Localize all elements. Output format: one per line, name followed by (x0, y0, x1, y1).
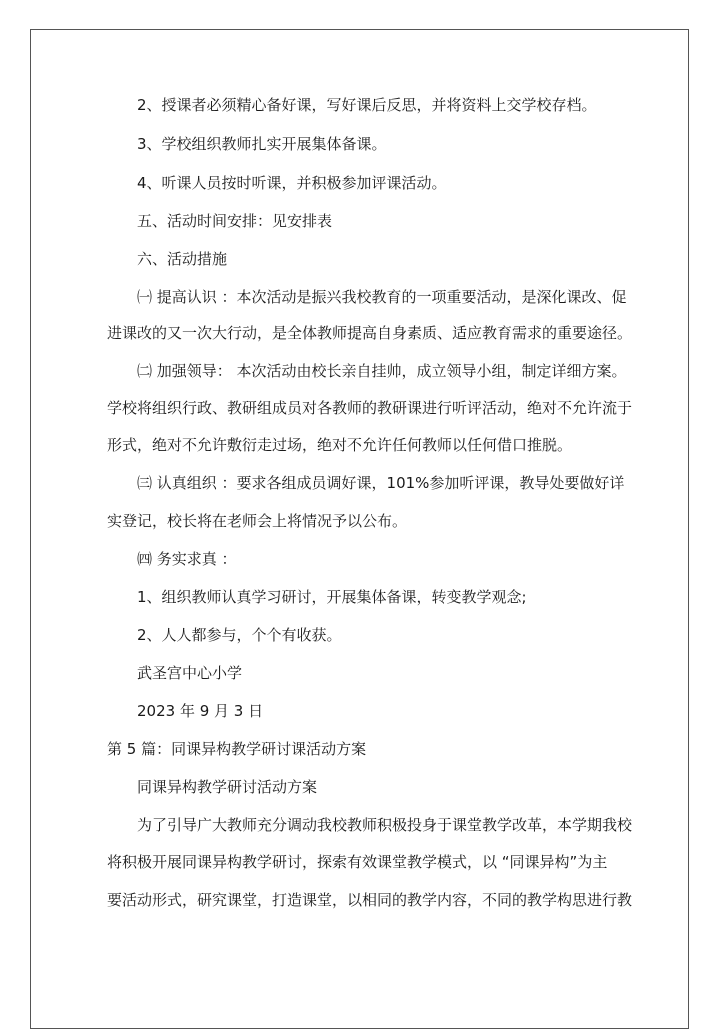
chapter-title: 第 5 篇：同课异构教学研讨课活动方案 (107, 740, 367, 758)
document-title: 同课异构教学研讨活动方案 (137, 778, 318, 796)
text-line: ㈡ 加强领导： 本次活动由校长亲自挂帅，成立领导小组，制定详细方案。 (137, 362, 627, 380)
text-line: 2、授课者必须精心备好课，写好课后反思，并将资料上交学校存档。 (137, 96, 597, 114)
text-line: 1、组织教师认真学习研讨，开展集体备课，转变教学观念; (137, 588, 527, 606)
signature-school: 武圣宫中心小学 (137, 664, 243, 682)
text-line: 将积极开展同课异构教学研讨，探索有效课堂教学模式，以 “同课异构”为主 (107, 853, 608, 871)
text-line: ㈠ 提高认识 ：本次活动是振兴我校教育的一项重要活动，是深化课改、促 (137, 288, 627, 306)
section-heading: 六、活动措施 (137, 250, 228, 268)
section-heading: 五、活动时间安排：见安排表 (137, 212, 333, 230)
text-line: 为了引导广大教师充分调动我校教师积极投身于课堂教学改革，本学期我校 (137, 816, 633, 834)
text-line: 3、学校组织教师扎实开展集体备课。 (137, 135, 387, 153)
text-line: 实登记，校长将在老师会上将情况予以公布。 (107, 512, 408, 530)
text-line: ㈢ 认真组织 ：要求各组成员调好课，101%参加听评课，教导处要做好详 (137, 474, 625, 492)
text-line: 学校将组织行政、教研组成员对各教师的教研课进行听评活动，绝对不允许流于 (107, 399, 633, 417)
text-line: 4、听课人员按时听课，并积极参加评课活动。 (137, 174, 447, 192)
text-line: 进课改的又一次大行动，是全体教师提高自身素质、适应教育需求的重要途径。 (107, 324, 633, 342)
signature-date: 2023 年 9 月 3 日 (137, 702, 264, 720)
text-line: 形式，绝对不允许敷衍走过场，绝对不允许任何教师以任何借口推脱。 (107, 436, 573, 454)
text-line: 2、人人都参与，个个有收获。 (137, 626, 342, 644)
text-line: 要活动形式，研究课堂，打造课堂，以相同的教学内容，不同的教学构思进行教 (107, 891, 633, 909)
text-line: ㈣ 务实求真 ： (137, 550, 237, 568)
